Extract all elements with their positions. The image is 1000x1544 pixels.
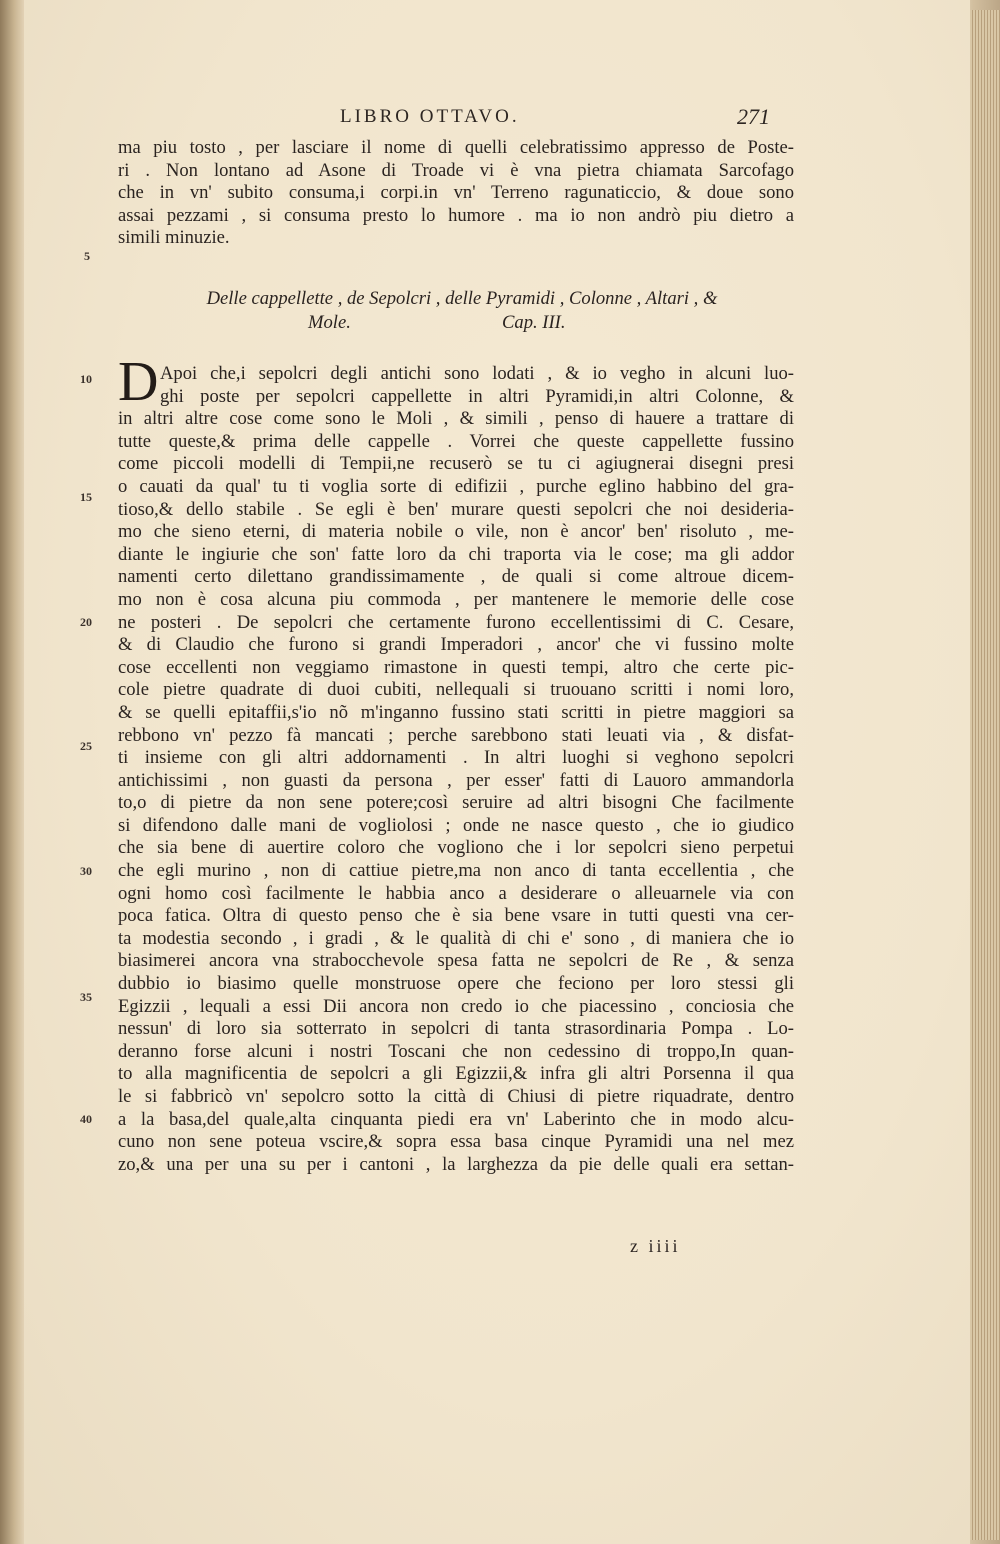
text-line: & se quelli epitaffii,s'io nõ m'inganno fussino stati scritti in pietre maggiori sa <box>118 701 794 723</box>
text-line: & di Claudio che furono si grandi Imperadori , ancor' che vi fussino molte <box>118 634 794 656</box>
text-line: ghi poste per sepolcri cappellette in altri Pyramidi,in altri Colonne, & <box>160 385 794 407</box>
text-line: che sia bene di auertire coloro che vogliono che i lor sepolcri sieno perpetui <box>118 837 794 859</box>
text-line: tioso,& dello stabile . Se egli è ben' murare questi sepolcri che noi desideria- <box>118 498 794 520</box>
text-line: cole pietre quadrate di duoi cubiti, nellequali si truouano scritti i nomi loro, <box>118 679 794 701</box>
text-line: deranno forse alcuni i nostri Toscani che non cedessino di troppo,In quan- <box>118 1040 794 1062</box>
text-line: o cauati da qual' tu ti voglia sorte di edifizii , purche eglino habbino del gra- <box>118 475 794 497</box>
text-line: Apoi che,i sepolcri degli antichi sono lodati , & io vegho in alcuni luo- <box>160 363 794 384</box>
text-line: ti insieme con gli altri addornamenti . In altri luoghi si veghono sepolcri <box>118 747 794 769</box>
text-line: ma piu tosto , per lasciare il nome di quelli celebratissimo appresso de Poste- <box>118 137 794 158</box>
text-line: biasimerei ancora vna strabocchevole spesa fatta ne sepolcri de Re , & senza <box>118 950 794 972</box>
book-page <box>24 0 970 1544</box>
page-number: 271 <box>737 104 770 129</box>
text-line: cuno non sene poteua vscire,& sopra essa basa cinque Pyramidi una nel mez <box>118 1131 794 1153</box>
text-line: ta modestia secondo , i gradi , & le qualità di chi e' sono , di maniera che io <box>118 927 794 949</box>
text-line: le si fabbricò vn' sepolcro sotto la città di Chiusi di pietre riquadrate, dentro <box>118 1086 794 1107</box>
page-header <box>24 100 970 136</box>
text-line: to,o di pietre da non sene potere;così seruire ad altri bisogni Che facilmente <box>118 792 794 814</box>
text-line: Egizzii , lequali a essi Dii ancora non credo io che piacessino , conciosia che <box>118 995 794 1017</box>
text-line: dubbio io biasimo quelle monstruose opere che feciono per loro stessi gli <box>118 973 794 995</box>
text-line: in altri altre cose come sono le Moli , & simili , penso di hauere a trattare di <box>118 408 794 430</box>
chapter-label: Cap. III. <box>502 312 566 333</box>
text-line: mo non è cosa alcuna piu commoda , per mantenere le memorie delle cose <box>118 588 794 610</box>
margin-line-number: 15 <box>80 490 92 504</box>
text-line: che in vn' subito consuma,i corpi.in vn' Terreno ragunaticcio, & doue sono <box>118 182 794 204</box>
chapter-title: Delle cappellette , de Sepolcri , delle Pyramidi , Colonne , Altari , & <box>206 288 718 309</box>
signature-mark: z iiii <box>630 1236 681 1256</box>
line-number-margin <box>80 0 114 1544</box>
margin-line-number: 10 <box>80 372 92 386</box>
margin-line-number: 5 <box>84 249 90 263</box>
text-line: rebbono vn' pezzo fà mancati ; perche sarebbono stati leuati via , & disfat- <box>118 724 794 746</box>
text-line: ri . Non lontano ad Asone di Troade vi è vna pietra chiamata Sarcofago <box>118 159 794 181</box>
text-line: ogni homo così facilmente le habbia anco a desiderare o alleuarnele via con <box>118 882 794 904</box>
text-line: nessun' di loro sia sotterrato in sepolcri di tanta strasordinaria Pompa . Lo- <box>118 1018 794 1040</box>
text-line: mo che sieno eterni, di materia nobile o vile, non è ancor' ben' risoluto , me- <box>118 521 794 543</box>
text-line: namenti certo dilettano grandissimamente , de quali si come altroue dicem- <box>118 566 794 588</box>
text-line: a la basa,del quale,alta cinquanta piedi era vn' Laberinto che in modo alcu- <box>118 1108 794 1130</box>
margin-line-number: 35 <box>80 990 92 1004</box>
margin-line-number: 40 <box>80 1112 92 1126</box>
text-line: si difendono dalle mani de vogliolosi ; onde ne nasce questo , che io giudico <box>118 814 794 836</box>
text-line: simili minuzie. <box>118 227 230 249</box>
running-title: LIBRO OTTAVO. <box>340 106 520 127</box>
text-line: diante le ingiurie che son' fatte loro da chi traporta via le cose; ma gli addor <box>118 543 794 565</box>
intro-paragraph <box>118 137 794 250</box>
text-line: come piccoli modelli di Tempii,ne recuserò se tu ci agiugnerai disegni presi <box>118 453 794 475</box>
drop-cap-initial: D <box>118 351 159 413</box>
margin-line-number: 25 <box>80 739 92 753</box>
text-line: to alla magnificentia de sepolcri a gli Egizzii,& infra gli altri Porsenna il qua <box>118 1063 794 1085</box>
chapter-heading <box>118 287 794 335</box>
text-line: cose eccellenti non veggiamo rimastone in questi tempi, altro che certe pic- <box>118 656 794 678</box>
text-line: che egli murino , non di cattiue pietre,ma non anco di tanta eccellentia , che <box>118 860 794 882</box>
text-line: poca fatica. Oltra di questo penso che è sia bene vsare in tutti questi vna cer- <box>118 905 794 927</box>
page-edges <box>969 10 1000 1540</box>
text-line: zo,& una per una su per i cantoni , la larghezza da pie delle quali era settan- <box>118 1153 794 1175</box>
chapter-title-continuation <box>118 311 794 335</box>
text-line: tutte queste,& prima delle cappelle . Vorrei che queste cappellette fussino <box>118 430 794 452</box>
chapter-title-end: Mole. <box>308 312 351 333</box>
margin-line-number: 20 <box>80 615 92 629</box>
chapter-body <box>118 362 794 1175</box>
previous-page-strip <box>0 0 25 1544</box>
text-line: ne posteri . De sepolcri che certamente furono eccellentissimi di C. Cesare, <box>118 611 794 633</box>
text-line: antichissimi , non guasti da persona , per esser' fatti di Lauoro ammandorla <box>118 769 794 791</box>
margin-line-number: 30 <box>80 864 92 878</box>
text-line: assai pezzami , si consuma presto lo humore . ma io non andrò piu dietro a <box>118 204 794 226</box>
